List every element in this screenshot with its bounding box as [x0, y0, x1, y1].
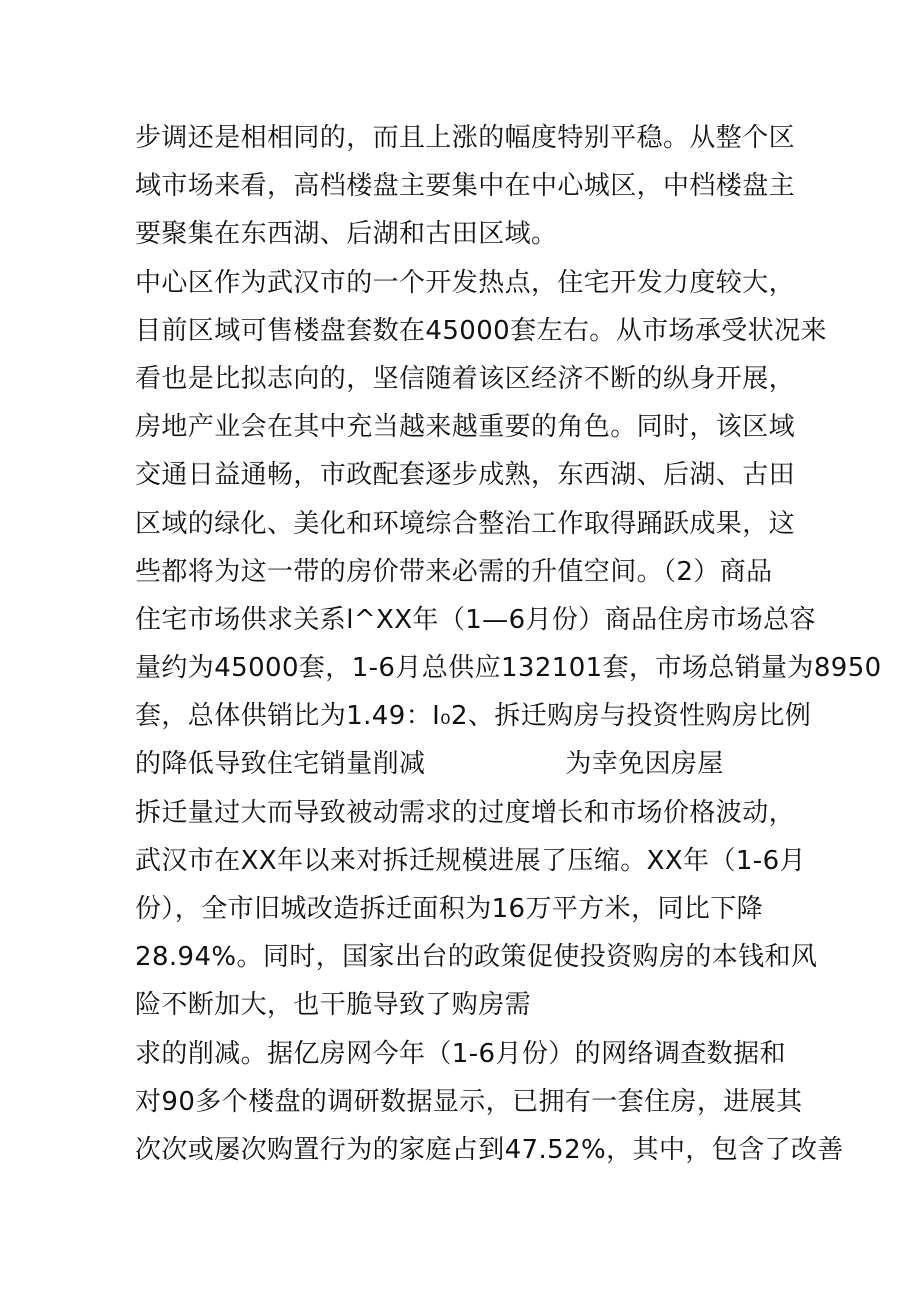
text-line-12: 量约为45000套，1-6月总供应132101套，市场总销量为8950: [135, 653, 882, 684]
text-line-6: 看也是比拟志向的，坚信随着该区经济不断的纵身开展，: [135, 363, 796, 394]
text-line-17: 份），全市旧城改造拆迁面积为16万平方米，同比下降: [135, 894, 764, 924]
text-line-9: 区域的绿化、美化和环境综合整治工作取得踊跃成果，这: [135, 508, 796, 539]
text-line-18: 28.94%。同时，国家出台的政策促使投资购房的本钱和风: [135, 942, 818, 973]
text-line-15: 拆迁量过大而导致被动需求的过度增长和市场价格波动，: [135, 797, 796, 828]
text-line-1: 步调还是相相同的，而且上涨的幅度特别平稳。从整个区: [135, 123, 796, 153]
text-line-19: 险不断加大，也干脆导致了购房需: [135, 990, 532, 1021]
text-line-16: 武汉市在XX年以来对拆迁规模进展了压缩。XX年（1-6月: [135, 845, 806, 876]
text-line-22: 次次或屡次购置行为的家庭占到47.52%，其中，包含了改善: [135, 1134, 844, 1165]
text-line-3: 要聚集在东西湖、后湖和古田区域。: [135, 219, 558, 250]
text-line-14-right: 为幸免因房屋: [565, 749, 724, 780]
text-line-2: 域市场来看，高档楼盘主要集中在中心城区，中档楼盘主: [135, 171, 796, 202]
text-line-10: 些都将为这一带的房价带来必需的升值空间。（2）商品: [135, 556, 773, 587]
body-text: [135, 114, 882, 1174]
text-line-5: 目前区域可售楼盘套数在45000套左右。从市场承受状况来: [135, 315, 827, 346]
text-line-14-left: 的降低导致住宅销量削减: [135, 749, 426, 780]
text-line-20: 求的削减。据亿房网今年（1-6月份）的网络调查数据和: [135, 1038, 786, 1069]
text-line-11: 住宅市场供求关系l^XX年（1—6月份）商品住房市场总容: [135, 604, 816, 635]
text-line-14: [135, 740, 815, 788]
text-line-4: 中心区作为武汉市的一个开发热点，住宅开发力度较大，: [135, 267, 796, 298]
text-line-7: 房地产业会在其中充当越来越重要的角色。同时，该区域: [135, 412, 796, 443]
text-line-13: 套，总体供销比为1.49：I₀2、拆迁购房与投资性购房比例: [135, 701, 812, 732]
text-line-8: 交通日益通畅，市政配套逐步成熟，东西湖、后湖、古田: [135, 460, 796, 491]
text-line-21: 对90多个楼盘的调研数据显示，已拥有一套住房，进展其: [135, 1086, 803, 1117]
